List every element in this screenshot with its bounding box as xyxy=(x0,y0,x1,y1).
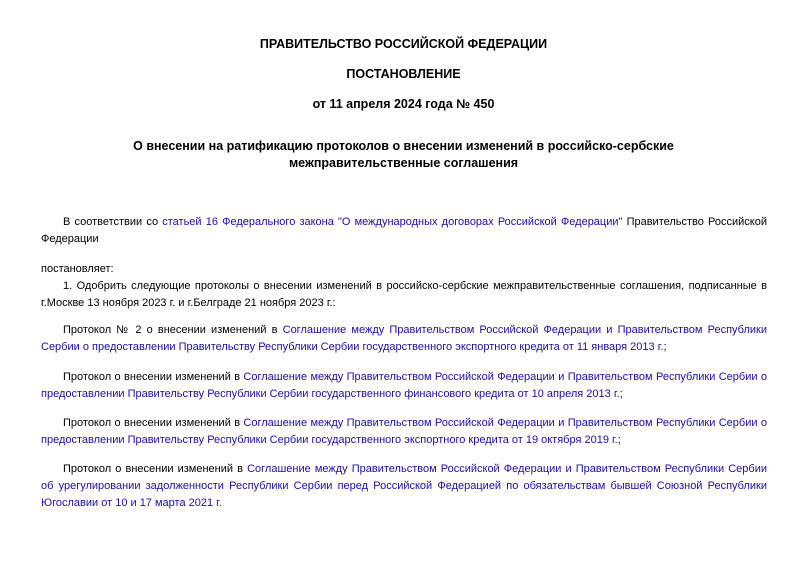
government-heading: ПРАВИТЕЛЬСТВО РОССИЙСКОЙ ФЕДЕРАЦИИ xyxy=(259,37,548,51)
protocol-prefix: Протокол о внесении изменений в xyxy=(63,371,244,383)
protocol-prefix: Протокол о внесении изменений в xyxy=(63,417,244,429)
protocol-paragraph xyxy=(41,322,767,356)
protocol-paragraph xyxy=(41,369,767,403)
document-title xyxy=(60,138,747,172)
title-line-1: О внесении на ратификацию протоколов о внесении изменений в российско-сербские xyxy=(133,139,674,153)
date-number-heading: от 11 апреля 2024 года № 450 xyxy=(312,97,495,111)
protocol-paragraph xyxy=(41,415,767,449)
doc-type-heading: ПОСТАНОВЛЕНИЕ xyxy=(346,67,461,81)
protocol-paragraph xyxy=(41,461,767,512)
title-line-2: межправительственные соглашения xyxy=(288,156,519,170)
agreement-link[interactable]: Соглашение между Правительством Российской Федерации и Правительством Республики Сербии об урегулировании задолженности Республики Сербии перед Российской Федерацией по обязательствам бывшей Союзной Республики Югославии от 10 и 17 марта 2021 г. xyxy=(41,463,767,509)
federal-law-link[interactable]: статьей 16 Федерального закона "О международных договорах Российской Федерации" xyxy=(162,216,623,228)
agreement-link[interactable]: Соглашение между Правительством Российской Федерации и Правительством Республики Сербии о предоставлении Правительству Республики Сербии государственного экспортного кредита от 11 января 2013 г. xyxy=(41,324,767,353)
protocol-prefix: Протокол о внесении изменений в xyxy=(63,463,248,475)
intro-prefix: В соответствии со xyxy=(63,216,163,228)
agreement-link[interactable]: Соглашение между Правительством Российской Федерации и Правительством Республики Сербии о предоставлении Правительству Республики Сербии государственного финансового кредита от 10 апреля 2013 г. xyxy=(41,371,767,400)
protocol-suffix: ; xyxy=(663,341,667,353)
item-1-paragraph: 1. Одобрить следующие протоколы о внесении изменений в российско-сербские межправительственные соглашения, подписанные в г.Москве 13 ноября 2023 г. и г.Белграде 21 ноября 2023 г.: xyxy=(41,280,767,309)
protocol-prefix: Протокол № 2 о внесении изменений в xyxy=(63,324,283,336)
protocol-suffix: ; xyxy=(619,388,623,400)
agreement-link[interactable]: Соглашение между Правительством Российской Федерации и Правительством Республики Сербии о предоставлении Правительству Республики Сербии государственного экспортного кредита от 19 октября 2019 г. xyxy=(41,417,767,446)
protocol-suffix: ; xyxy=(617,434,621,446)
intro-paragraph xyxy=(41,214,767,248)
intro-suffix: Правительство Российской Федерации xyxy=(41,216,767,245)
resolves-label: постановляет: xyxy=(41,263,114,275)
